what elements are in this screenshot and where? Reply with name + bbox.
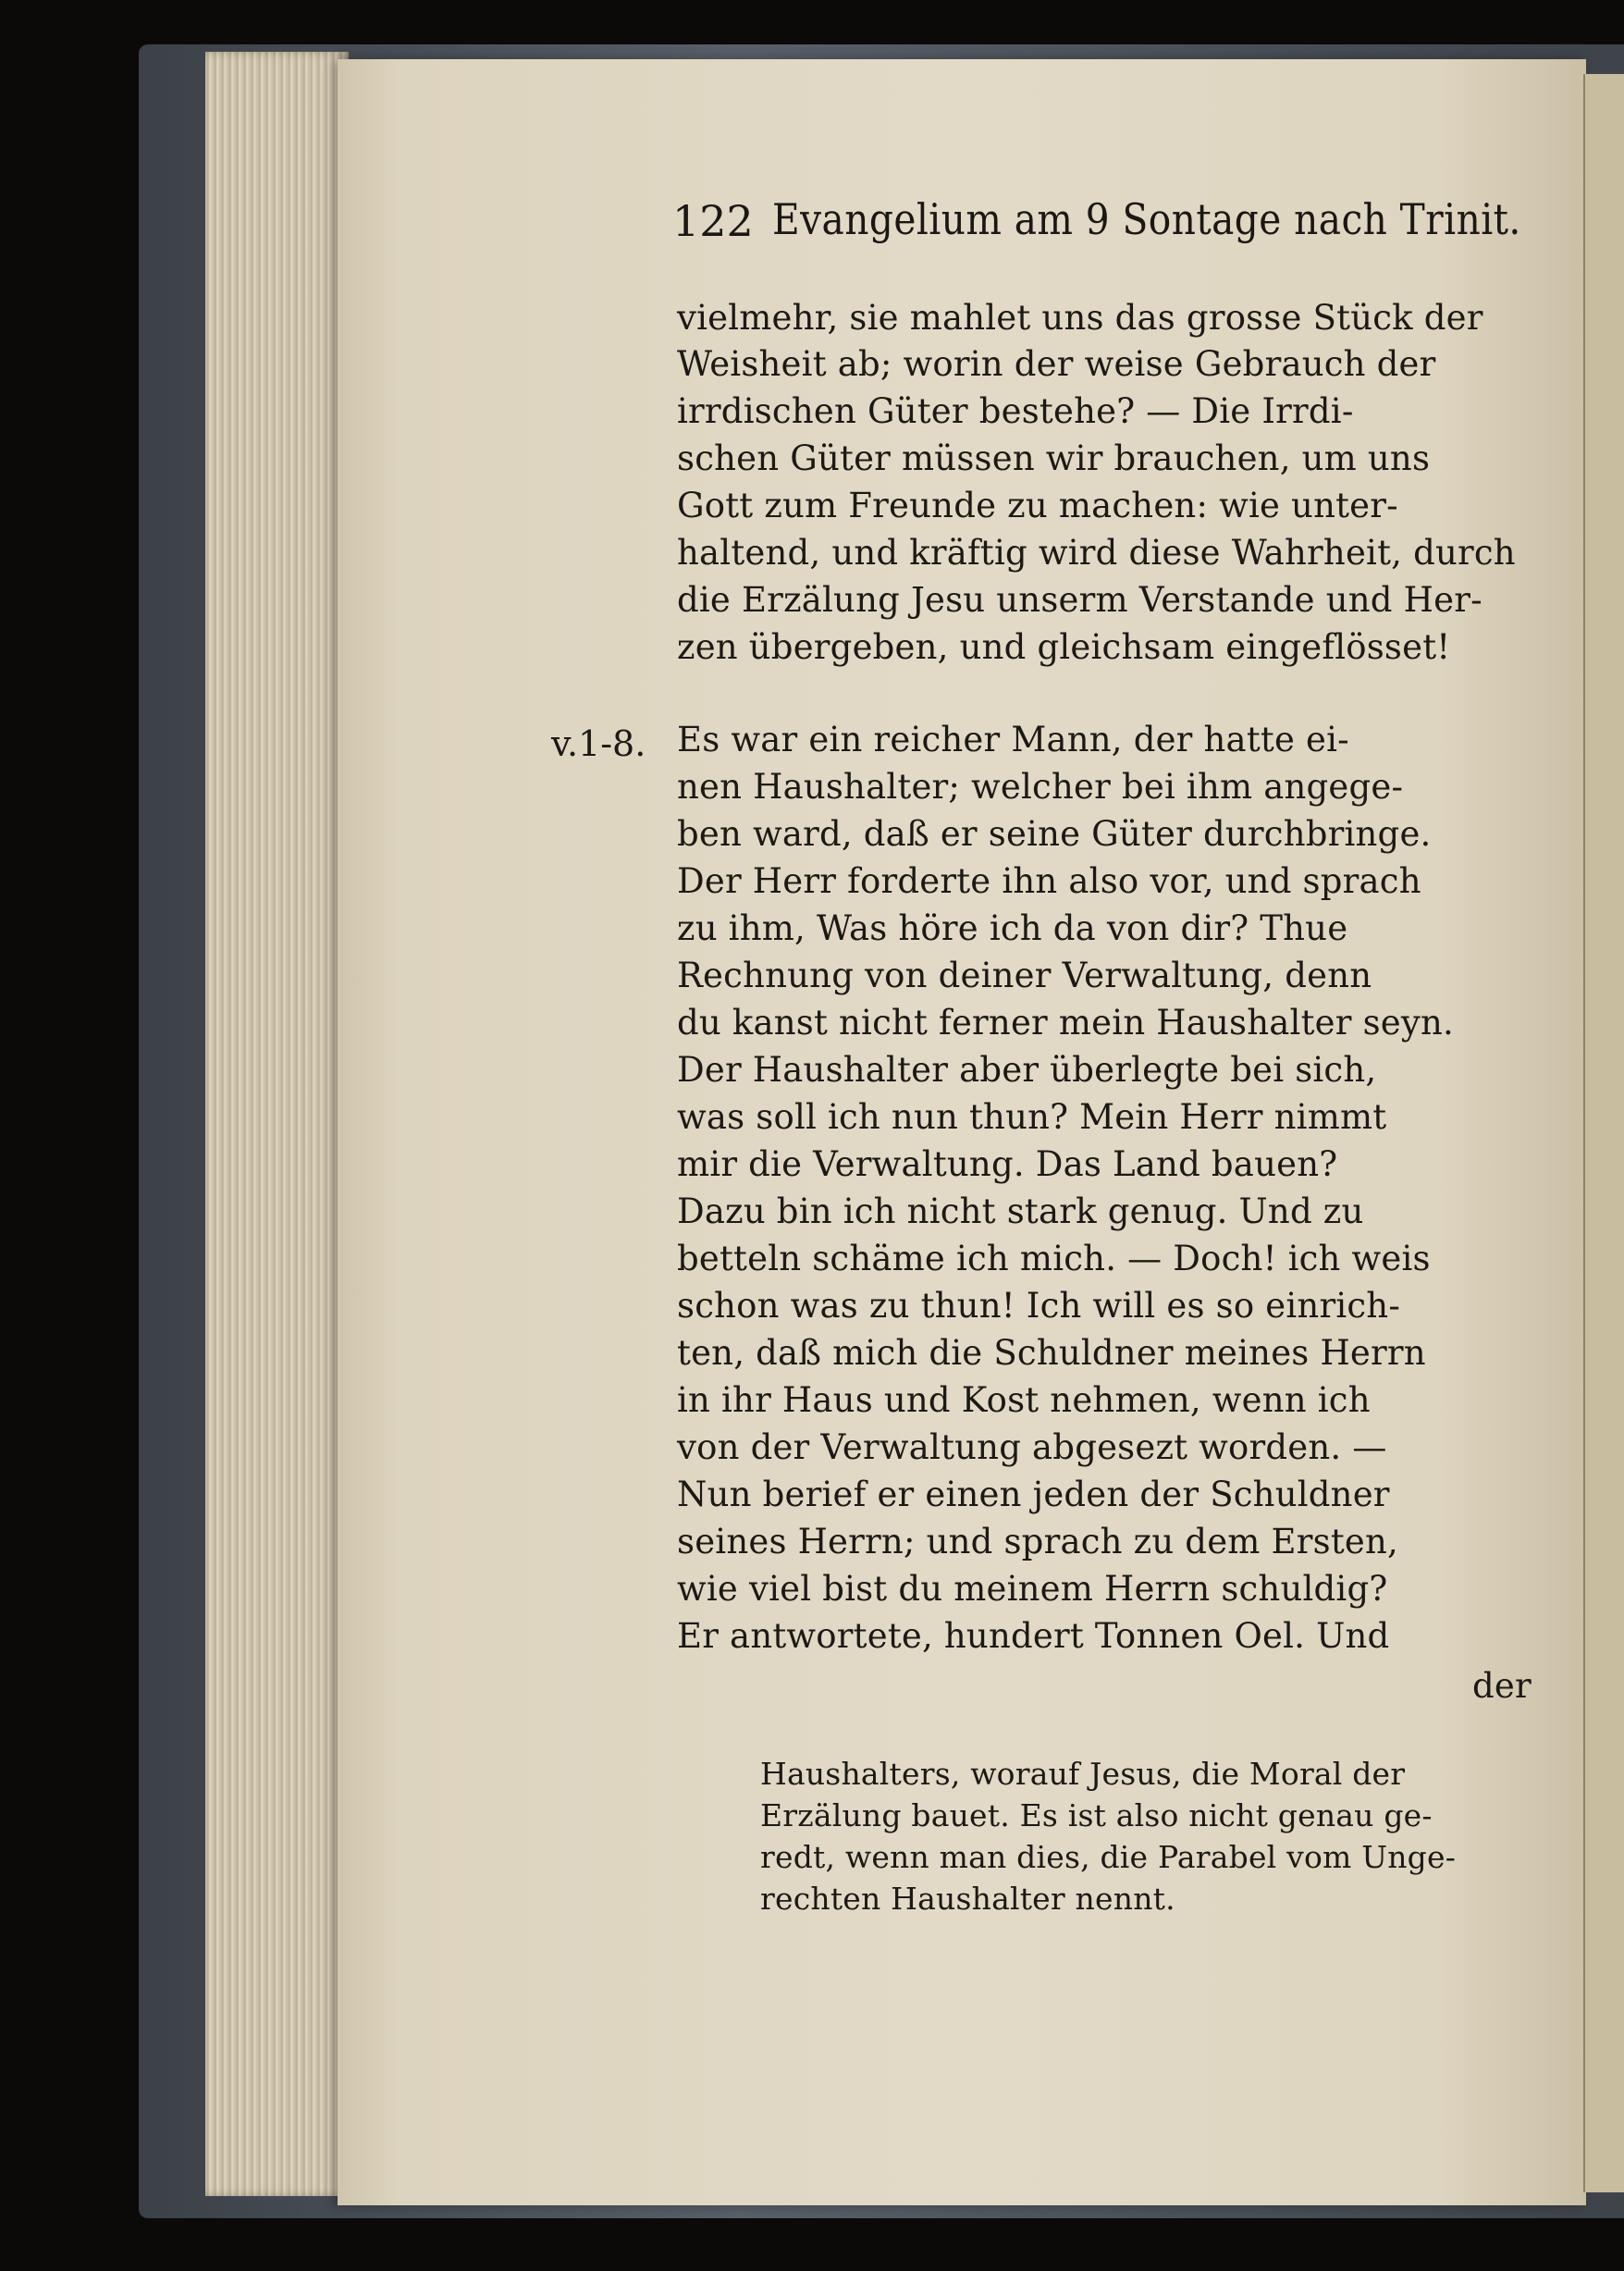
footnote-line: redt, wenn man dies, die Parabel vom Unge- xyxy=(760,1839,1457,1875)
text-line: zu ihm, Was höre ich da von dir? Thue xyxy=(677,908,1348,948)
text-line: zen übergeben, und gleichsam eingeflösset! xyxy=(677,627,1451,667)
catchword: der xyxy=(1472,1666,1532,1706)
text-line: mir die Verwaltung. Das Land bauen? xyxy=(677,1144,1338,1184)
page-edges xyxy=(205,52,349,2196)
text-line: ten, daß mich die Schuldner meines Herrn xyxy=(677,1333,1426,1373)
text-line: Weisheit ab; worin der weise Gebrauch der xyxy=(677,344,1436,384)
text-line: schon was zu thun! Ich will es so einrich- xyxy=(677,1286,1401,1326)
footnote-line: Haushalters, worauf Jesus, die Moral der xyxy=(760,1756,1406,1792)
text-line: wie viel bist du meinem Herrn schuldig? xyxy=(677,1569,1388,1609)
text-line: betteln schäme ich mich. — Doch! ich weis xyxy=(677,1239,1431,1278)
text-line: Gott zum Freunde zu machen: wie unter- xyxy=(677,486,1398,525)
text-line: Der Herr forderte ihn also vor, und sprach xyxy=(677,861,1421,901)
text-line: seines Herrn; und sprach zu dem Ersten, xyxy=(677,1522,1398,1561)
text-line: die Erzälung Jesu unserm Verstande und Her- xyxy=(677,580,1483,620)
text-line: vielmehr, sie mahlet uns das grosse Stück der xyxy=(677,298,1483,338)
text-line: Dazu bin ich nicht stark genug. Und zu xyxy=(677,1191,1364,1231)
running-head xyxy=(672,185,1523,259)
text-line: du kanst nicht ferner mein Haushalter seyn. xyxy=(677,1003,1454,1043)
text-line: in ihr Haus und Kost nehmen, wenn ich xyxy=(677,1380,1371,1420)
text-line: was soll ich nun thun? Mein Herr nimmt xyxy=(677,1097,1387,1137)
text-line: irrdischen Güter bestehe? — Die Irrdi- xyxy=(677,391,1354,431)
text-line: schen Güter müssen wir brauchen, um uns xyxy=(677,438,1431,478)
page-header-title: Evangelium am 9 Sontage nach Trinit. xyxy=(772,194,1521,244)
text-line: Er antwortete, hundert Tonnen Oel. Und xyxy=(677,1616,1390,1656)
footnote-line: rechten Haushalter nennt. xyxy=(760,1881,1175,1917)
page-number: 122 xyxy=(672,196,754,246)
text-line: ben ward, daß er seine Güter durchbringe. xyxy=(677,814,1432,854)
text-line: nen Haushalter; welcher bei ihm angege- xyxy=(677,767,1404,807)
text-line: Nun berief er einen jeden der Schuldner xyxy=(677,1475,1390,1514)
footnote-line: Erzälung bauet. Es ist also nicht genau ge- xyxy=(760,1797,1433,1833)
text-line: haltend, und kräftig wird diese Wahrheit, durch xyxy=(677,533,1516,573)
text-line: von der Verwaltung abgesezt worden. — xyxy=(677,1427,1387,1467)
text-line: Rechnung von deiner Verwaltung, denn xyxy=(677,956,1372,995)
verse-reference: v.1-8. xyxy=(551,723,646,764)
text-line: Es war ein reicher Mann, der hatte ei- xyxy=(677,720,1349,759)
text-line: Der Haushalter aber überlegte bei sich, xyxy=(677,1050,1377,1090)
adjacent-page-edge xyxy=(1583,74,1624,2192)
